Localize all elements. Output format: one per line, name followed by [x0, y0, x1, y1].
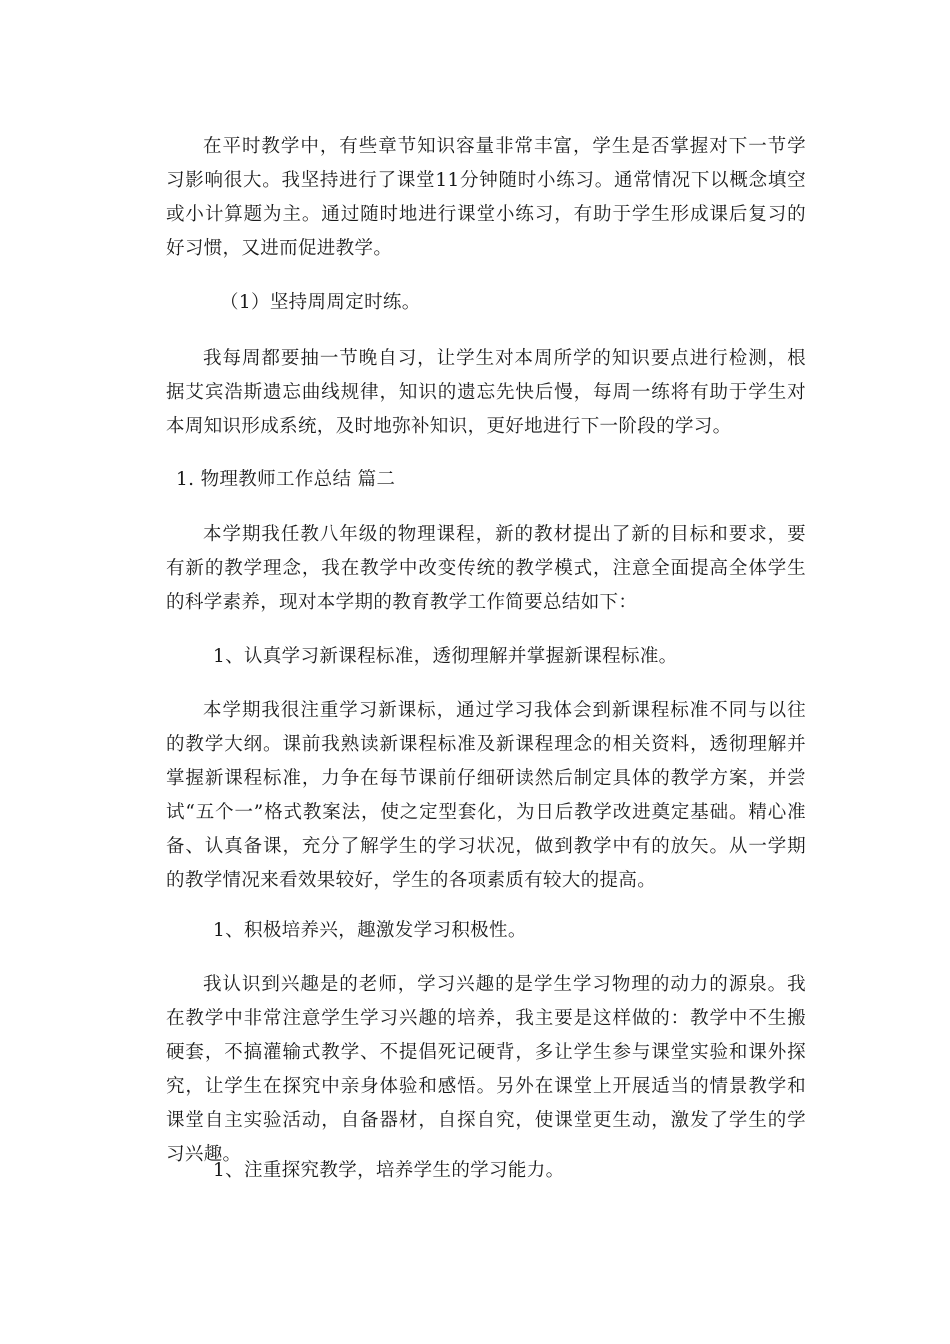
paragraph-classroom-practice: 在平时教学中，有些章节知识容量非常丰富，学生是否掌握对下一节学习影响很大。我坚持进行了课堂11分钟随时小练习。通常情况下以概念填空或小计算题为主。通过随时地进行课堂小练习，有助于学生形成课后复习的好习惯，又进而促进教学。: [166, 136, 806, 259]
heading-curriculum-standard: 1、认真学习新课程标准，透彻理解并掌握新课程标准。: [213, 646, 678, 667]
heading-inquiry-teaching: 1、注重探究教学，培养学生的学习能力。: [213, 1160, 565, 1181]
paragraph-semester-intro: 本学期我任教八年级的物理课程，新的教材提出了新的目标和要求，要有新的教学理念，我在教学中改变传统的教学模式，注意全面提高全体学生的科学素养，现对本学期的教育教学工作简要总结如下：: [166, 524, 806, 613]
section-title-part-two: 1. 物理教师工作总结 篇二: [176, 469, 396, 490]
paragraph-weekly-test: 我每周都要抽一节晚自习，让学生对本周所学的知识要点进行检测，根据艾宾浩斯遗忘曲线规律，知识的遗忘先快后慢，每周一练将有助于学生对本周知识形成系统，及时地弥补知识，更好地进行下一阶段的学习。: [166, 348, 806, 437]
heading-weekly-practice: （1）坚持周周定时练。: [220, 292, 421, 313]
paragraph-interest-cultivation: 我认识到兴趣是的老师，学习兴趣的是学生学习物理的动力的源泉。我在教学中非常注意学生学习兴趣的培养，我主要是这样做的：教学中不生搬硬套，不搞灌输式教学、不提倡死记硬背，多让学生参与课堂实验和课外探究，让学生在探究中亲身体验和感悟。另外在课堂上开展适当的情景教学和课堂自主实验活动，自备器材，自探自究，使课堂更生动，激发了学生的学习兴趣。: [166, 974, 806, 1165]
heading-interest: 1、积极培养兴，趣激发学习积极性。: [213, 920, 527, 941]
paragraph-curriculum-study: 本学期我很注重学习新课标，通过学习我体会到新课程标准不同与以往的教学大纲。课前我熟读新课程标准及新课程理念的相关资料，透彻理解并掌握新课程标准，力争在每节课前仔细研读然后制定具体的教学方案，并尝试“五个一”格式教案法，使之定型套化，为日后教学改进奠定基础。精心准备、认真备课，充分了解学生的学习状况，做到教学中有的放矢。从一学期的教学情况来看效果较好，学生的各项素质有较大的提高。: [166, 700, 806, 891]
